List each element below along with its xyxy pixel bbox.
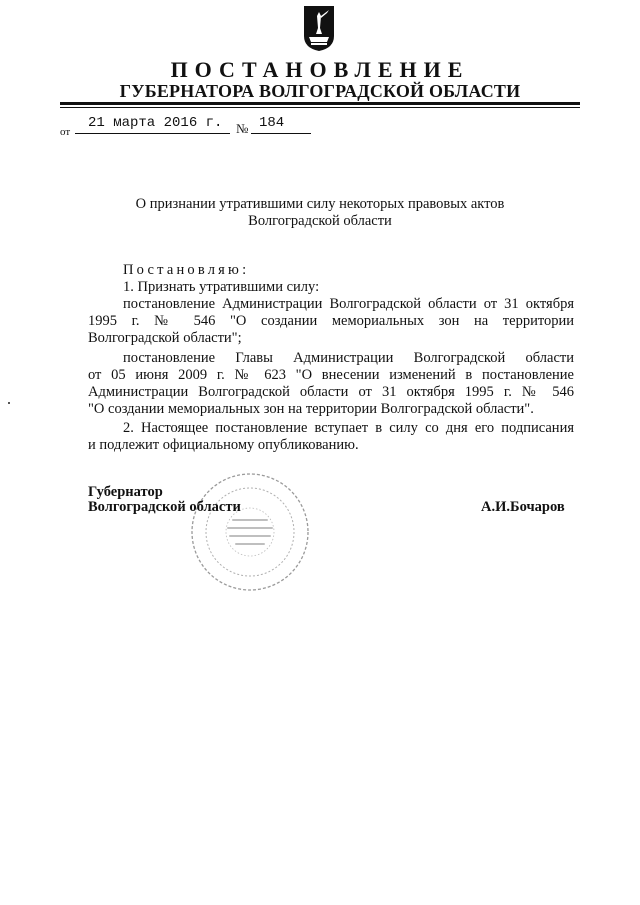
date-field	[75, 115, 230, 134]
volgograd-coat-of-arms-icon	[302, 4, 336, 52]
act-line: постановление Администрации Волгоградской области от 31 октября	[123, 296, 574, 312]
item-1	[88, 279, 574, 296]
subject-line: Волгоградской области	[248, 213, 392, 229]
item-1-text: 1. Признать утратившими силу:	[123, 279, 320, 295]
signatory-name: А.И.Бочаров	[481, 499, 565, 515]
header-divider-thin	[60, 107, 580, 108]
number-field	[251, 115, 311, 134]
document-subtitle: ГУБЕРНАТОРА ВОЛГОГРАДСКОЙ ОБЛАСТИ	[119, 81, 521, 101]
act-line: Администрации Волгоградской области от 31 октября 1995 г. № 546	[88, 384, 574, 400]
position-line: Волгоградской области	[88, 499, 241, 515]
document-title: ПОСТАНОВЛЕНИЕ	[170, 57, 470, 82]
header-divider-thick	[60, 102, 580, 105]
number-prefix: №	[236, 121, 249, 136]
item-2-line: и подлежит официальному опубликованию.	[88, 437, 359, 453]
date-value: 21 марта 2016 г.	[88, 115, 223, 131]
position-line: Губернатор	[88, 484, 163, 500]
document-subject	[120, 196, 520, 230]
repealed-act-2	[88, 350, 574, 418]
decree-word: Постановляю:	[123, 262, 250, 278]
signatory-position	[88, 485, 241, 515]
subject-line: О признании утратившими силу некоторых правовых актов	[135, 196, 505, 212]
act-line: 1995 г. № 546 "О создании мемориальных зон на территории	[88, 313, 574, 329]
item-2-line: 2. Настоящее постановление вступает в силу со дня его подписания	[123, 420, 574, 436]
act-line: Волгоградской области";	[88, 330, 242, 346]
scan-speck	[8, 402, 10, 404]
act-line: от 05 июня 2009 г. № 623 "О внесении изменений в постановление	[88, 367, 574, 383]
act-line: постановление Главы Администрации Волгоградской области	[123, 350, 574, 366]
item-2	[88, 420, 574, 454]
number-value: 184	[259, 115, 285, 131]
act-line: "О создании мемориальных зон на территории Волгоградской области".	[88, 401, 534, 417]
date-prefix: от	[60, 126, 71, 138]
repealed-act-1	[88, 296, 574, 347]
